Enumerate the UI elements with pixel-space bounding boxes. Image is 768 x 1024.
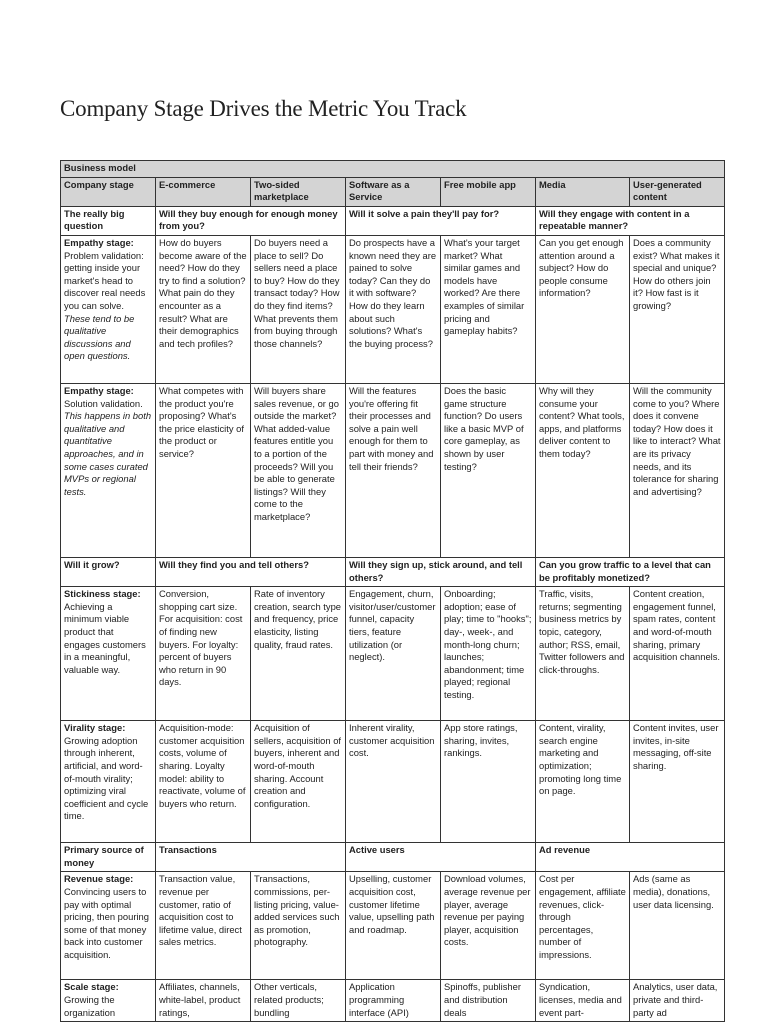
question-label: Primary source of money (61, 843, 156, 872)
section-header-row (61, 161, 725, 178)
table-cell: Download volumes, average revenue per player, average revenue per paying player, acquisition costs. (441, 872, 536, 980)
table-cell: What competes with the product you're proposing? What's the price elasticity of the product or service? (156, 383, 251, 557)
table-cell: Will buyers share sales revenue, or go outside the market? What added-value features entitle you to a portion of the proceeds? Will you be able to generate listings? Will they come to the marketplace? (251, 383, 346, 557)
stage-name: Empathy stage: (64, 236, 134, 248)
table-cell: Spinoffs, publisher and distribution deals (441, 980, 536, 1022)
table-cell: Rate of inventory creation, search type and frequency, price elasticity, listing quality, fraud rates. (251, 587, 346, 721)
table-cell: Transaction value, revenue per customer, ratio of acquisition cost to lifetime value, direct sales metrics. (156, 872, 251, 980)
table-row (61, 587, 725, 721)
metrics-table (60, 160, 725, 1022)
question-cell: Ad revenue (536, 843, 725, 872)
question-cell: Will they engage with content in a repeatable manner? (536, 206, 725, 235)
table-cell: Inherent virality, customer acquisition cost. (346, 721, 441, 843)
page-title: Company Stage Drives the Metric You Track (60, 96, 467, 121)
column-header: Media (536, 177, 630, 206)
table-cell: Will the community come to you? Where does it convene today? How does it like to interact? What are its privacy needs, and its tolerance for sharing and advertising? (630, 383, 725, 557)
table-cell: Cost per engagement, affiliate revenues, click-through percentages, number of impressions. (536, 872, 630, 980)
table-row (61, 721, 725, 843)
table-row (61, 872, 725, 980)
table-cell: Content, virality, search engine marketing and optimization; promoting long time on page. (536, 721, 630, 843)
stage-cell (61, 980, 156, 1022)
stage-desc: Convincing users to pay with optimal pricing, then pouring some of that money back into customer acquisition. (64, 885, 149, 960)
question-row (61, 843, 725, 872)
table-cell: Transactions, commissions, per-listing pricing, value-added services such as promotion, photography. (251, 872, 346, 980)
table-row (61, 383, 725, 557)
question-row (61, 557, 725, 586)
table-cell: Will the features you're offering fit their processes and solve a pain well enough for them to part with money and tell their friends? (346, 383, 441, 557)
table-cell: Traffic, visits, returns; segmenting business metrics by topic, category, author; RSS, email, Twitter followers and click-throughs. (536, 587, 630, 721)
column-header: Software as a Service (346, 177, 441, 206)
table-row (61, 980, 725, 1022)
table-row (61, 235, 725, 383)
table-cell: Why will they consume your content? What tools, apps, and platforms deliver content to them today? (536, 383, 630, 557)
question-cell: Will it solve a pain they'll pay for? (346, 206, 536, 235)
question-cell: Can you grow traffic to a level that can be profitably monetized? (536, 557, 725, 586)
table-cell: Content invites, user invites, in-site messaging, off-site sharing. (630, 721, 725, 843)
stage-note: These tend to be qualitative discussions and open questions. (64, 312, 135, 362)
question-cell: Transactions (156, 843, 346, 872)
question-label: Will it grow? (61, 557, 156, 586)
question-cell: Will they find you and tell others? (156, 557, 346, 586)
section-label: Business model (61, 161, 725, 178)
table-cell: Ads (same as media), donations, user data licensing. (630, 872, 725, 980)
question-label: The really big question (61, 206, 156, 235)
question-row (61, 206, 725, 235)
stage-name: Stickiness stage: (64, 588, 141, 600)
question-cell: Active users (346, 843, 536, 872)
stage-desc: Solution validation. (64, 397, 143, 409)
table-cell: What's your target market? What similar games and models have worked? Are there examples of similar pricing and gameplay habits? (441, 235, 536, 383)
table-cell: Analytics, user data, private and third-party ad (630, 980, 725, 1022)
table-cell: How do buyers become aware of the need? How do they try to find a solution? What pain do they encounter as a result? What are their demographics and tech profiles? (156, 235, 251, 383)
stage-desc: Growing adoption through inherent, artificial, and word-of-mouth virality; optimizing viral coefficient and cycle time. (64, 734, 149, 822)
table-cell: Conversion, shopping cart size. For acquisition: cost of finding new buyers. For loyalty: percent of buyers who return in 90 days. (156, 587, 251, 721)
column-header: E-commerce (156, 177, 251, 206)
stage-name: Virality stage: (64, 722, 126, 734)
table-cell: Affiliates, channels, white-label, product ratings, (156, 980, 251, 1022)
table-cell: Onboarding; adoption; ease of play; time to "hooks"; day-, week-, and month-long churn; launches; abandonment; time played; regional testing. (441, 587, 536, 721)
table-cell: App store ratings, sharing, invites, rankings. (441, 721, 536, 843)
table-cell: Syndication, licenses, media and event part- (536, 980, 630, 1022)
stage-name: Empathy stage: (64, 384, 134, 396)
stage-cell (61, 235, 156, 383)
stage-desc: Problem validation: getting inside your market's head to discover real needs you can solve. (64, 249, 146, 311)
table-cell: Does the basic game structure function? Do users like a basic MVP of core gameplay, as shown by user testing? (441, 383, 536, 557)
stage-name: Revenue stage: (64, 873, 134, 885)
stage-cell (61, 872, 156, 980)
table-cell: Do prospects have a known need they are pained to solve today? Can they do it with software? How do they learn about such solutions? What's the buying process? (346, 235, 441, 383)
stage-name: Scale stage: (64, 981, 119, 993)
stage-desc: Growing the organization (64, 993, 116, 1018)
column-header-row (61, 177, 725, 206)
column-header: User-generated content (630, 177, 725, 206)
stage-cell (61, 721, 156, 843)
table-cell: Content creation, engagement funnel, spam rates, content and word-of-mouth sharing, primary acquisition channels. (630, 587, 725, 721)
table-cell: Acquisition-mode: customer acquisition costs, volume of sharing. Loyalty model: ability to reactivate, volume of buyers who return. (156, 721, 251, 843)
table-cell: Can you get enough attention around a subject? How do people consume information? (536, 235, 630, 383)
question-cell: Will they sign up, stick around, and tell others? (346, 557, 536, 586)
table-cell: Engagement, churn, visitor/user/customer funnel, capacity tiers, feature utilization (or neglect). (346, 587, 441, 721)
table-cell: Other verticals, related products; bundling (251, 980, 346, 1022)
table-cell: Does a community exist? What makes it special and unique? How do others join it? How fast is it growing? (630, 235, 725, 383)
column-header: Two-sided marketplace (251, 177, 346, 206)
table-cell: Upselling, customer acquisition cost, customer lifetime value, upselling path and roadmap. (346, 872, 441, 980)
column-header: Free mobile app (441, 177, 536, 206)
table-cell: Acquisition of sellers, acquisition of buyers, inherent and word-of-mouth sharing. Account creation and configuration. (251, 721, 346, 843)
stage-cell (61, 383, 156, 557)
stage-note: This happens in both qualitative and quantitative approaches, and in some cases curated MVPs or regional tests. (64, 410, 152, 497)
column-header: Company stage (61, 177, 156, 206)
table-cell: Application programming interface (API) (346, 980, 441, 1022)
question-cell: Will they buy enough for enough money from you? (156, 206, 346, 235)
stage-cell (61, 587, 156, 721)
table-cell: Do buyers need a place to sell? Do sellers need a place to buy? How do they transact today? How do they find items? What prevents them from buying through those channels? (251, 235, 346, 383)
stage-desc: Achieving a minimum viable product that engages customers in a meaningful, valuable way. (64, 600, 146, 675)
